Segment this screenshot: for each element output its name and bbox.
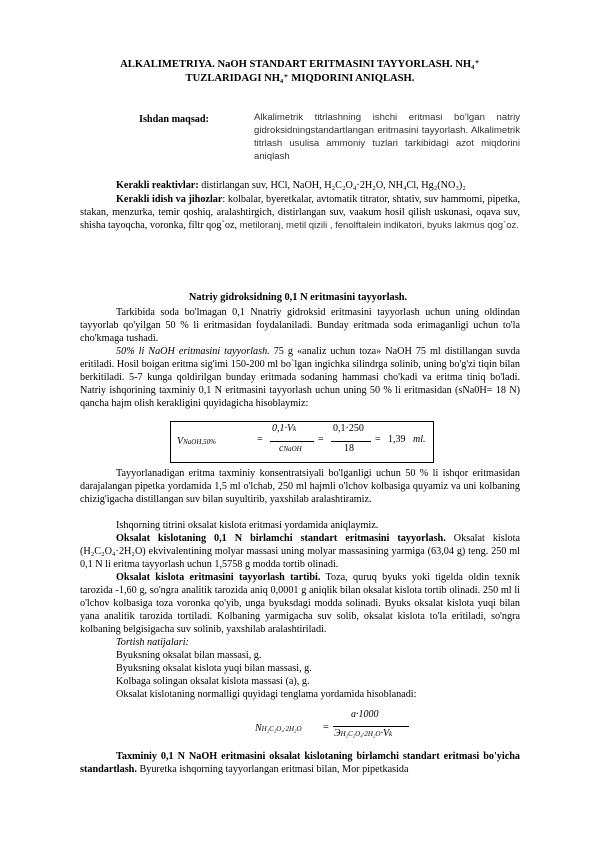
equipment-label: Kerakli idish va jihozlar <box>116 194 223 205</box>
formula2-lhs: NH₂C₂O₄·2H₂O <box>255 723 302 734</box>
p7-text: Byuretka ishqorning tayyorlangan eritmasi bilan, Mor pipetkasida <box>136 764 409 776</box>
p5-text: Oksalat kislota (H₂C₂O₄·2H₂O) ekvivalentining molyar massasi uning molyar massasining yarmiga (63,04 g) teng. 250 ml 0,1 N li eritma tayyorlash uchun 1,5758 g modda tortib olinadi. <box>80 533 520 571</box>
formula2-num: a·1000 <box>351 709 379 720</box>
formula1-unit: ml. <box>413 434 426 445</box>
results-label: Tortish natijalari: <box>116 637 189 648</box>
reagents-label: Kerakli reaktivlar: <box>116 180 199 191</box>
formula1-num-left: 0,1·Vk <box>272 423 297 434</box>
results-item-4: Oksalat kislotaning normalligi quyidagi tenglama yordamida hisoblanadi: <box>116 689 417 700</box>
equipment-tail: metiloranj, metil qizili , fenolftalein indikatori, byuks lakmus qog`oz. <box>239 220 519 232</box>
paragraph-7 <box>80 750 520 776</box>
results-item-3: Kolbaga solingan oksalat kislota massasi (a), g. <box>116 676 310 687</box>
equipment-text: : kolbalar, byeretkalar, avtomatik titrator, shtativ, suv hammomi, pipetka, stakan, menzurka, temir qoshiq, aralashtirgich, distirlangan suv, vaakum hosil qilish uskunasi, oqava suv, shisha tayoqcha, voronka, filtr qog`oz, <box>80 194 521 232</box>
paragraph-6 <box>80 571 520 636</box>
title-line-1: ALKALIMETRIYA. NaOH STANDART ERITMASINI TAYYORLASH. NH₄⁺ <box>120 59 480 70</box>
results-item-1: Byuksning oksalat bilan massasi, g. <box>116 650 262 661</box>
paragraph-3: Tayyorlanadigan eritma taxminiy konsentratsiyali bo'lganligi uchun 50 % li ishqor eritmasidan darajalangan pipetka yordamida 1,5 ml o'lchab, 250 ml hajmli o'lchov kolbasiga quyamiz va uni kolbaning chizig'igacha distillangan suv bilan suyultirib, yaxshilab aralashtiramiz. <box>80 468 520 506</box>
results-item-2: Byuksning oksalat kislota yuqi bilan massasi, g. <box>116 663 312 674</box>
formula1-den-right: 18 <box>344 443 354 454</box>
page-title <box>80 58 520 86</box>
formula-volume-box: VNaOH,50% = 0,1·Vk cNaOH = 0,1·250 18 = 1,39 ml. <box>170 421 434 463</box>
p5-bold-lead: Oksalat kislotaning 0,1 N birlamchi standart eritmasini tayyorlash. <box>116 533 446 544</box>
p2-text: 75 g «analiz uchun toza» NaOH 75 ml distillangan suvda eritiladi. Hosil boigan eritma sig'imi 150-200 ml bo`lgan ingichka silindrga solinib, uning bo'g'zi tiqin bilan berkitiladi. 5-7 kunga qoldirilgan bunday eritmada sodaning hammasi cho'kadi va eritma tiniq bo'ladi. Natriy ishqorining taxminiy 0,1 N eritmasini tayyorlash uchun uning 50 % li eritmasidan (sNa0H= 18 N) qancha hajm olish kerakligini quyidagicha hisoblaymiz: <box>80 346 521 410</box>
paragraph-4: Ishqorning titrini oksalat kislota eritmasi yordamida aniqlaymiz. <box>116 520 379 531</box>
reagents-text: distirlangan suv, HCl, NaOH, H₂C₂O₄·2H₂O, NH₄Cl, Hg₂(NO₃)₂ <box>198 180 466 191</box>
paragraph-5 <box>80 532 520 571</box>
aim-text: Alkalimetrik titrlashning ishchi eritmasi bo’lgan natriy gidroksidningstandartlangan eritmasini tayyorlash. Alkalimetrik titrlash usulisa ammoniy tuzlari tarkibidagi azot miqdorini aniqlash <box>254 112 520 162</box>
formula1-lhs: VNaOH,50% <box>177 436 216 447</box>
section-heading: Natriy gidroksidning 0,1 N eritmasini tayyorlash. <box>188 292 408 303</box>
equipment-paragraph <box>80 193 520 232</box>
formula1-num-right: 0,1·250 <box>333 423 364 434</box>
p6-text: Toza, quruq byuks yoki tigelda oldin texnik tarozida -1,60 g, so'ngra analitik tarozida aniq 0,0001 g aniqlik bilan oksalat kislota tortib olinadi. 250 ml li o'lchov kolbasiga toza voronka qo'yib, unga byuksdagi modda solinadi. Byuks oksalat kislota yuqi bilan yana analitik tarozida tortiladi. Kolbaning yarmigacha suv solib, oksalat kislota to'la eritiladi, so'ngra kolbaning belgisigacha suv solinib, yaxshilab aralashtiriladi. <box>80 572 521 636</box>
formula-normality: NH₂C₂O₄·2H₂O = a·1000 ЭH₂C₂O₄·2H₂O·Vk <box>255 707 415 747</box>
formula1-result: 1,39 <box>388 434 406 445</box>
aim-label: Ishdan maqsad: <box>139 114 209 125</box>
formula2-den: ЭH₂C₂O₄·2H₂O·Vk <box>334 728 393 739</box>
title-line-2: TUZLARIDAGI NH₄⁺ MIQDORINI ANIQLASH. <box>185 73 415 84</box>
paragraph-1: Tarkibida soda bo'lmagan 0,1 Nnatriy gidroksid eritmasini tayyorlash uchun uning oldindan tayyorlab qo'yilgan 50 % li eritmasidan foydalaniladi. Bunday eritmada soda erimaganligi uchun to'la cho'kmaga tushadi. <box>80 307 520 345</box>
reagents-paragraph <box>80 179 520 192</box>
p2-italic-lead: 50% li NaOH eritmasini tayyorlash. <box>116 346 270 357</box>
p7-bold-lead: Taxminiy 0,1 N NaOH eritmasini oksalat kislotaning birlamchi standart eritmasi bo'yicha standartlash. <box>80 751 520 776</box>
formula1-den-left: cNaOH <box>279 443 302 454</box>
p6-bold-lead: Oksalat kislota eritmasini tayyorlash tartibi. <box>116 572 321 583</box>
paragraph-2 <box>80 345 520 410</box>
